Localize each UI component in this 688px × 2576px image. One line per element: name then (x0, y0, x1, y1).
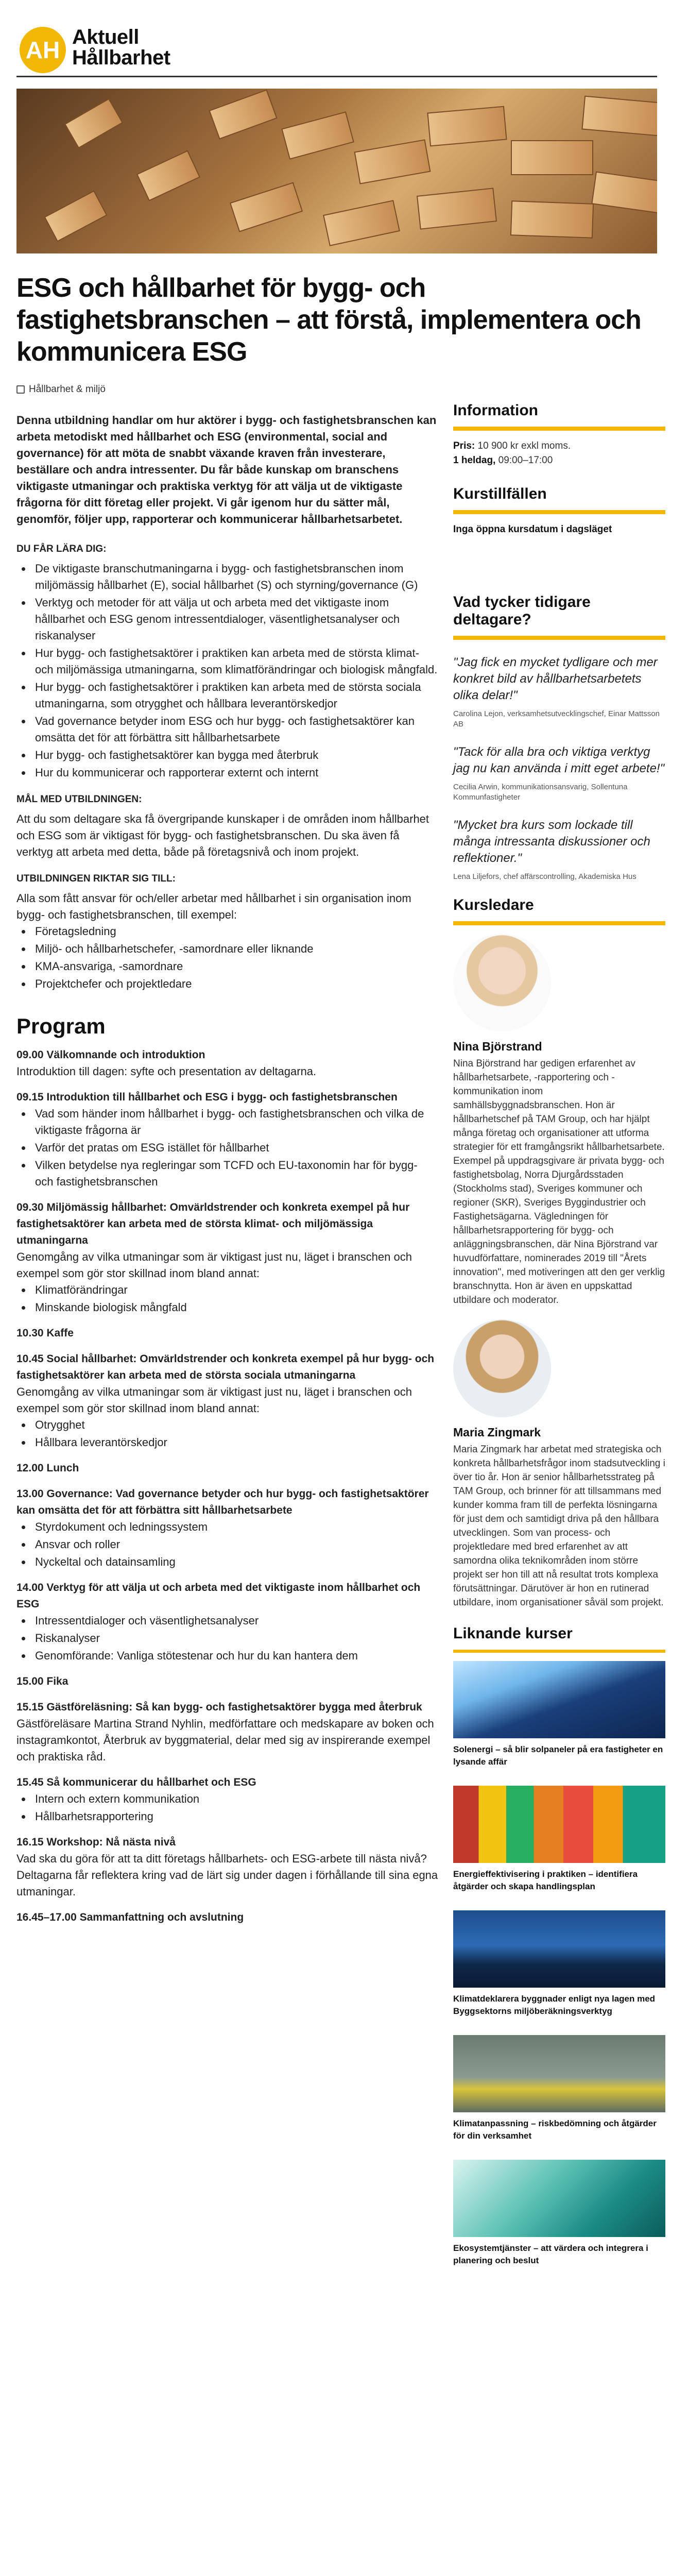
session-item: • Hållbara leverantörskedjor (32, 1434, 439, 1451)
learn-item: • De viktigaste branschutmaningarna i bygg- och fastighetsbranschen inom miljömässig hållbarhet (E), social hållbarhet (S) och styrning/governance (G) (32, 561, 439, 594)
session-item: • Hållbarhetsrapportering (32, 1808, 439, 1825)
session-item: • Varför det pratas om ESG istället för hållbarhet (32, 1140, 439, 1156)
audience-list (32, 923, 439, 992)
audience-item: • KMA-ansvariga, -samordnare (32, 958, 439, 975)
session-title: 16.15 Workshop: Nå nästa nivå (16, 1836, 176, 1848)
session-item: • Riskanalyser (32, 1630, 439, 1647)
logo-line-2: Hållbarhet (72, 46, 170, 69)
session-items (32, 1613, 439, 1664)
program-session (16, 1089, 439, 1190)
session-items (32, 1519, 439, 1570)
program-session (16, 1325, 439, 1342)
teacher-name: Maria Zingmark (453, 1426, 541, 1439)
price-value: 10 900 kr exkl moms. (477, 440, 571, 451)
session-title: 16.45–17.00 Sammanfattning och avslutning (16, 1911, 244, 1923)
duration-line (453, 453, 665, 468)
testimonial-quote: "Jag fick en mycket tydligare och mer konkret bild av hållbarhetsarbetets olika delar!" (453, 655, 658, 702)
similar-course[interactable] (453, 2160, 665, 2267)
page-title: ESG och hållbarhet för bygg- och fastighetsbranschen – att förstå, implementera och kommunicera ESG (16, 273, 641, 367)
session-title: 15.45 Så kommunicerar du hållbarhet och ESG (16, 1776, 256, 1788)
course-intro: Denna utbildning handlar om hur aktörer i bygg- och fastighetsbranschen kan arbeta metodiskt med hållbarhet och ESG (environmental, social and governance) för att möta de snabbt växande kraven från investerare, beställare och andra intressenter. Du får både kunskap om branschens viktigaste utmaningar och praktiska verktyg för att välja ut de viktigaste frågorna för ditt företag eller projekt. Vi går igenom hur du sätter mål, genomför, följer upp, rapporterar och kommunicerar hållbarhetsarbetet. (16, 414, 437, 526)
similar-course-title[interactable]: Klimatanpassning – riskbedömning och åtgärder för din verksamhet (453, 2119, 657, 2141)
session-item: • Otrygghet (32, 1417, 439, 1433)
similar-course-title[interactable]: Energieffektivisering i praktiken – identifiera åtgärder och skapa handlingsplan (453, 1869, 638, 1891)
similar-course[interactable] (453, 2035, 665, 2142)
program-heading: Program (16, 1014, 106, 1038)
audience-item: • Miljö- och hållbarhetschefer, -samordnare eller liknande (32, 941, 439, 957)
duration-label: 1 heldag, (453, 455, 496, 466)
learn-item: • Hur bygg- och fastighetsaktörer i praktiken kan arbeta med de största sociala utmaningarna, som otrygghet och hållbara leverantörskedjor (32, 679, 439, 712)
testimonial-author: Carolina Lejon, verksamhetsutvecklingschef, Einar Mattsson AB (453, 709, 660, 728)
category-label: Hållbarhet & miljö (29, 384, 106, 395)
sidebar (453, 402, 665, 2284)
session-title: 14.00 Verktyg för att välja ut och arbeta med det viktigaste inom hållbarhet och ESG (16, 1582, 421, 1610)
teacher-name: Nina Björstrand (453, 1040, 542, 1053)
program-session (16, 1199, 439, 1316)
session-item: • Intressentdialoger och väsentlighetsanalyser (32, 1613, 439, 1629)
learn-heading: DU FÅR LÄRA DIG: (16, 544, 107, 554)
program-session (16, 1774, 439, 1825)
duration-value: 09:00–17:00 (498, 455, 553, 466)
price-line (453, 439, 665, 453)
session-title: 09.30 Miljömässig hållbarhet: Omvärldstrender och konkreta exempel på hur fastighetsaktörer kan arbeta med de största klimat- och miljömässiga utmaningarna (16, 1201, 410, 1246)
testimonial-list (453, 654, 665, 882)
program-session (16, 1580, 439, 1664)
program-session (16, 1909, 439, 1926)
program-session (16, 1460, 439, 1477)
teacher-avatar (453, 934, 551, 1031)
learn-list (32, 561, 439, 781)
program-session (16, 1699, 439, 1765)
testimonial-author: Lena Liljefors, chef affärscontrolling, Akademiska Hus (453, 872, 637, 881)
similar-course[interactable] (453, 1786, 665, 1893)
dates-heading: Kurstillfällen (453, 485, 665, 514)
session-items (32, 1106, 439, 1190)
program-session (16, 1834, 439, 1900)
category-icon (16, 385, 25, 394)
learn-item: • Vad governance betyder inom ESG och hur bygg- och fastighetsaktörer kan omsätta det för att förbättra sitt hållbarhetsarbete (32, 713, 439, 746)
testimonials-heading: Vad tycker tidigare deltagare? (453, 594, 665, 640)
session-text: Genomgång av vilka utmaningar som är viktigast just nu, läget i branschen och exempel som gör stor skillnad inom bland annat: (16, 1250, 412, 1280)
teachers-heading: Kursledare (453, 896, 665, 925)
goal-text: Att du som deltagare ska få övergripande kunskaper i de områden inom hållbarhet och ESG som är viktigast för bygg- och fastighetsbranschen. Du ska även få verktyg att arbeta med detta, både på företagsnivå och inom projekt. (16, 812, 429, 858)
session-item: • Ansvar och roller (32, 1536, 439, 1553)
program-session (16, 1673, 439, 1690)
goal-heading: MÅL MED UTBILDNINGEN: (16, 794, 142, 805)
session-title: 10.45 Social hållbarhet: Omvärldstrender och konkreta exempel på hur bygg- och fastighetsaktörer kan arbeta med de största sociala utmaningarna (16, 1353, 435, 1381)
similar-course-title[interactable]: Ekosystemtjänster – att värdera och integrera i planering och beslut (453, 2243, 648, 2265)
session-text: Introduktion till dagen: syfte och presentation av deltagarna. (16, 1065, 317, 1078)
audience-item: • Projektchefer och projektledare (32, 976, 439, 992)
testimonial-quote: "Mycket bra kurs som lockade till många intressanta diskussioner och reflektioner." (453, 818, 650, 865)
session-text: Genomgång av vilka utmaningar som är viktigast just nu, läget i branschen och exempel som gör stor skillnad inom bland annat: (16, 1385, 412, 1415)
similar-heading: Liknande kurser (453, 1625, 665, 1653)
session-items (32, 1417, 439, 1451)
program-session (16, 1047, 439, 1080)
similar-course-list (453, 1661, 665, 2267)
session-item: • Styrdokument och ledningssystem (32, 1519, 439, 1535)
learn-item: • Hur bygg- och fastighetsaktörer i praktiken kan arbeta med de största klimat- och miljömässiga utmaningarna, som klimatförändringar och biologisk mångfald. (32, 645, 439, 678)
similar-course-title[interactable]: Klimatdeklarera byggnader enligt nya lagen med Byggsektorns miljöberäkningsverktyg (453, 1994, 656, 2016)
teacher-list (453, 934, 665, 1609)
learn-item: • Hur du kommunicerar och rapporterar externt och internt (32, 765, 439, 781)
session-title: 09.00 Välkomnande och introduktion (16, 1049, 205, 1061)
session-title: 15.00 Fika (16, 1675, 68, 1687)
hero-image (16, 89, 657, 253)
session-item: • Intern och extern kommunikation (32, 1791, 439, 1807)
no-dates-text: Inga öppna kursdatum i dagsläget (453, 524, 612, 535)
learn-item: • Hur bygg- och fastighetsaktörer kan bygga med återbruk (32, 747, 439, 764)
program-list (16, 1047, 439, 1926)
info-heading: Information (453, 402, 665, 431)
logo-icon[interactable]: AH (20, 27, 66, 73)
similar-course-image[interactable] (453, 1661, 665, 1738)
session-title: 12.00 Lunch (16, 1462, 79, 1474)
learn-item: • Verktyg och metoder för att välja ut och arbeta med det viktigaste inom hållbarhet och ESG genom intressentdialoger, väsentlighetsanalyser och riskanalyser (32, 595, 439, 644)
similar-course[interactable] (453, 1661, 665, 1768)
session-item: • Vad som händer inom hållbarhet i bygg- och fastighetsbranschen och vilka de viktigaste frågorna är (32, 1106, 439, 1139)
teacher-bio: Maria Zingmark har arbetat med strategiska och konkreta hållbarhetsfrågor inom stadsutveckling i över tio år. Hon är senior hållbarhetsstrateg på TAM Group, och brinner för att tillsammans med kunder komma fram till de perfekta lösningarna för just dem och samtidigt driva på den hållbara utvecklingen. Som van process- och projektledare med bred erfarenhet av att samordna olika teknikområden inom större projekt ser hon till att nå resultat trots komplexa förutsättningar. Därutöver är hon en rutinerad utbildare, inom organisationer såväl som projekt. (453, 1444, 665, 1608)
course-description (16, 412, 439, 1926)
testimonial-quote: "Tack för alla bra och viktiga verktyg jag nu kan använda i mitt eget arbete!" (453, 745, 665, 775)
site-header (16, 15, 657, 77)
session-item: • Minskande biologisk mångfald (32, 1299, 439, 1316)
program-session (16, 1486, 439, 1570)
session-item: • Nyckeltal och datainsamling (32, 1554, 439, 1570)
teacher-bio: Nina Björstrand har gedigen erfarenhet av hållbarhetsarbete, -rapportering och -kommunikation inom samhällsbyggnadsbranschen. Hon är hållbarhetschef på TAM Group, och har hjälpt många företag och organisationer att utforma strategier för ett framgångsrikt hållbarhetsarbete. Exempel på uppdragsgivare är privata bygg- och fastighetsbolag, Norra Djurgårdsstaden (Stockholms stad), Sveriges kommuner och regioner (SKR), Sveriges Byggindustrier och Fastighetsägarna. Vägledningen för hållbarhetsrapportering för bygg- och anläggningsbranschen, där Nina Björstrand var huvudförfattare, nominerades 2019 till "Årets innovation", med motiveringen att den ger verklig branschnytta. Hon är även en uppskattad utbildare och moderator. (453, 1058, 665, 1306)
price-label: Pris: (453, 440, 475, 451)
session-item: • Genomförande: Vanliga stötestenar och hur du kan hantera dem (32, 1648, 439, 1664)
session-text: Gästföreläsare Martina Strand Nyhlin, medförfattare och medskapare av boken och instagramkontot, Återbruk av byggmaterial, delar med sig av inspirerande exempel och praktiska råd. (16, 1717, 434, 1763)
session-items (32, 1282, 439, 1316)
similar-course-image[interactable] (453, 1910, 665, 1988)
testimonial-author: Cecilia Arwin, kommunikationsansvarig, Sollentuna Kommunfastigheter (453, 783, 628, 802)
similar-course-image[interactable] (453, 2160, 665, 2237)
session-title: 15.15 Gästföreläsning: Så kan bygg- och fastighetsaktörer bygga med återbruk (16, 1701, 422, 1713)
teacher-avatar (453, 1319, 551, 1417)
audience-item: • Företagsledning (32, 923, 439, 940)
logo-line-1: Aktuell (72, 26, 139, 48)
session-item: • Klimatförändringar (32, 1282, 439, 1298)
similar-course-image[interactable] (453, 2035, 665, 2112)
site-logo-text[interactable] (72, 27, 170, 68)
audience-intro: Alla som fått ansvar för och/eller arbetar med hållbarhet i sin organisation inom bygg- och fastighetsbranschen, till exempel: (16, 892, 411, 921)
similar-course-title[interactable]: Solenergi – så blir solpaneler på era fastigheter en lysande affär (453, 1744, 663, 1767)
session-items (32, 1791, 439, 1825)
session-item: • Vilken betydelse nya regleringar som TCFD och EU-taxonomin har för bygg- och fastighetsbranschen (32, 1157, 439, 1190)
program-session (16, 1351, 439, 1451)
session-title: 13.00 Governance: Vad governance betyder och hur bygg- och fastighetsaktörer kan omsätta det för att förbättra sitt hållbarhetsarbete (16, 1488, 429, 1516)
session-text: Vad ska du göra för att ta ditt företags hållbarhets- och ESG-arbete till nästa nivå? Deltagarna får reflektera kring vad de lärt sig under dagen i förhållande till sina egna utmaningar. (16, 1852, 438, 1898)
session-title: 09.15 Introduktion till hållbarhet och ESG i bygg- och fastighetsbranschen (16, 1091, 398, 1103)
similar-course[interactable] (453, 1910, 665, 2018)
audience-heading: UTBILDNINGEN RIKTAR SIG TILL: (16, 873, 176, 884)
category-breadcrumb[interactable] (16, 384, 106, 395)
similar-course-image[interactable] (453, 1786, 665, 1863)
session-title: 10.30 Kaffe (16, 1327, 74, 1339)
